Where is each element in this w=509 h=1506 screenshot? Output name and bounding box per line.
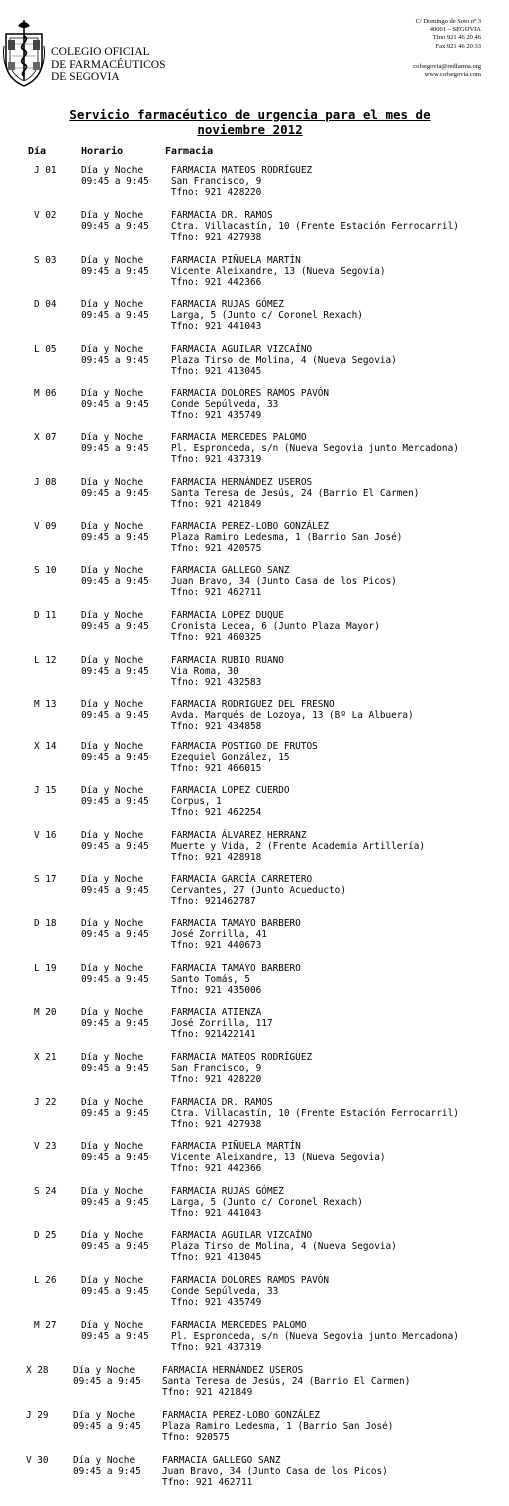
entry-hours-range: 09:45 a 9:45 (81, 310, 149, 321)
entry-hours-range: 09:45 a 9:45 (81, 1286, 149, 1297)
entry-pharmacy-address: Larga, 5 (Junto c/ Coronel Rexach) (171, 310, 363, 321)
address-line: 40001 – SEGOVIA (429, 26, 481, 34)
schedule-entry (0, 655, 509, 695)
entry-pharmacy-address: Pl. Espronceda, s/n (Nueva Segovia junto Mercadona) (171, 443, 459, 454)
schedule-entry (0, 1141, 509, 1181)
entry-pharmacy-name: FARMACIA RUJAS GÓMEZ (171, 1186, 284, 1197)
schedule-entry (0, 1052, 509, 1092)
entry-hours: Día y Noche (81, 655, 144, 666)
entry-pharmacy-address: Plaza Tirso de Molina, 4 (Nueva Segovia) (171, 1241, 397, 1252)
entry-pharmacy-address: Conde Sepúlveda, 33 (171, 399, 279, 410)
entry-hours: Día y Noche (73, 1410, 136, 1421)
entry-pharmacy-address: Pl. Espronceda, s/n (Nueva Segovia junto Mercadona) (171, 1331, 459, 1342)
entry-pharmacy-address: Plaza Ramiro Ledesma, 1 (Barrio San José) (171, 532, 403, 543)
entry-pharmacy-address: Vicente Aleixandre, 13 (Nueva Segovia) (171, 1152, 386, 1163)
entry-day: J 29 (26, 1410, 49, 1421)
entry-hours-range: 09:45 a 9:45 (81, 266, 149, 277)
entry-pharmacy-address: Plaza Ramiro Ledesma, 1 (Barrio San José) (162, 1421, 394, 1432)
entry-pharmacy-name: FARMACIA GALLEGO SANZ (162, 1455, 281, 1466)
entry-pharmacy-phone: Tfno: 921 413045 (171, 366, 262, 377)
entry-hours-range: 09:45 a 9:45 (81, 1152, 149, 1163)
entry-day: L 19 (34, 963, 57, 974)
entry-pharmacy-phone: Tfno: 921 437319 (171, 1342, 262, 1353)
entry-hours: Día y Noche (81, 255, 144, 266)
entry-hours: Día y Noche (81, 388, 144, 399)
schedule-entry (0, 610, 509, 650)
entry-pharmacy-phone: Tfno: 921 427938 (171, 232, 262, 243)
entry-pharmacy-phone: Tfno: 921 460325 (171, 632, 262, 643)
entry-pharmacy-address: San Francisco, 9 (171, 1063, 262, 1074)
entry-pharmacy-name: FARMACIA AGUILAR VIZCAÍNO (171, 1230, 313, 1241)
schedule-entry (0, 255, 509, 295)
entry-hours-range: 09:45 a 9:45 (81, 796, 149, 807)
entry-pharmacy-phone: Tfno: 921 435006 (171, 985, 262, 996)
entry-hours-range: 09:45 a 9:45 (81, 443, 149, 454)
entry-hours: Día y Noche (81, 874, 144, 885)
entry-pharmacy-phone: Tfno: 921 428918 (171, 852, 262, 863)
entry-hours-range: 09:45 a 9:45 (73, 1376, 141, 1387)
schedule-entry (0, 344, 509, 384)
entry-day: D 11 (34, 610, 57, 621)
schedule-entry (0, 521, 509, 561)
entry-pharmacy-name: FARMACIA LOPEZ DUQUE (171, 610, 284, 621)
entry-pharmacy-phone: Tfno: 921462787 (171, 896, 256, 907)
entry-pharmacy-phone: Tfno: 921 441043 (171, 1208, 262, 1219)
address-line: Tfno 921 46 20 46 (432, 34, 481, 42)
entry-hours-range: 09:45 a 9:45 (73, 1466, 141, 1477)
entry-day: S 03 (34, 255, 57, 266)
address-line: C/ Domingo de Soto nº 3 (415, 18, 481, 25)
entry-pharmacy-name: FARMACIA MATEOS RODRÍGUEZ (171, 165, 313, 176)
entry-pharmacy-address: Santa Teresa de Jesús, 24 (Barrio El Carmen) (162, 1376, 411, 1387)
entry-pharmacy-address: José Zorrilla, 41 (171, 929, 267, 940)
entry-pharmacy-phone: Tfno: 921 421849 (171, 499, 262, 510)
schedule-entry (0, 1230, 509, 1270)
entry-hours: Día y Noche (81, 565, 144, 576)
entry-pharmacy-name: FARMACIA GALLEGO SANZ (171, 565, 290, 576)
entry-pharmacy-address: Santa Teresa de Jesús, 24 (Barrio El Carmen) (171, 488, 420, 499)
entry-day: D 18 (34, 918, 57, 929)
entry-hours: Día y Noche (81, 1141, 144, 1152)
entry-day: V 23 (34, 1141, 57, 1152)
entry-hours-range: 09:45 a 9:45 (81, 1331, 149, 1342)
entry-hours: Día y Noche (81, 1230, 144, 1241)
entry-pharmacy-address: Cervantes, 27 (Junto Acueducto) (171, 885, 346, 896)
college-name (51, 46, 165, 84)
schedule-entry (0, 918, 509, 958)
entry-day: V 02 (34, 210, 57, 221)
entry-pharmacy-phone: Tfno: 921 437319 (171, 454, 262, 465)
entry-day: D 04 (34, 299, 57, 310)
entry-day: X 14 (34, 741, 57, 752)
entry-pharmacy-name: FARMACIA PIÑUELA MARTÍN (171, 1141, 301, 1152)
entry-day: V 30 (26, 1455, 49, 1466)
email-address: cofsegovia@redfarma.org (413, 62, 481, 70)
schedule-entry (0, 1410, 509, 1450)
entry-hours: Día y Noche (81, 610, 144, 621)
entry-hours: Día y Noche (81, 699, 144, 710)
entry-pharmacy-name: FARMACIA ATIENZA (171, 1007, 262, 1018)
schedule-entry (0, 785, 509, 825)
entry-hours: Día y Noche (81, 1052, 144, 1063)
schedule-entry (0, 699, 509, 739)
schedule-entry (0, 874, 509, 914)
entry-day: V 09 (34, 521, 57, 532)
entry-pharmacy-name: FARMACIA PEREZ-LOBO GONZÁLEZ (171, 521, 330, 532)
entry-pharmacy-phone: Tfno: 921 435749 (171, 1297, 262, 1308)
entry-hours-range: 09:45 a 9:45 (81, 1197, 149, 1208)
entry-hours: Día y Noche (81, 830, 144, 841)
entry-pharmacy-name: FARMACIA LOPEZ CUERDO (171, 785, 290, 796)
schedule-entry (0, 210, 509, 250)
entry-day: M 13 (34, 699, 57, 710)
entry-day: X 28 (26, 1365, 49, 1376)
entry-hours: Día y Noche (73, 1365, 136, 1376)
entry-pharmacy-address: Ctra. Villacastín, 10 (Frente Estación Ferrocarril) (171, 221, 459, 232)
entry-hours: Día y Noche (81, 165, 144, 176)
entry-hours: Día y Noche (81, 785, 144, 796)
entry-pharmacy-address: San Francisco, 9 (171, 176, 262, 187)
entry-day: J 15 (34, 785, 57, 796)
entry-pharmacy-name: FARMACIA AGUILAR VIZCAÍNO (171, 344, 313, 355)
entry-day: M 27 (34, 1320, 57, 1331)
entry-pharmacy-phone: Tfno: 921 435749 (171, 410, 262, 421)
entry-day: J 22 (34, 1097, 57, 1108)
entry-pharmacy-phone: Tfno: 921 462711 (162, 1477, 253, 1488)
entry-day: S 17 (34, 874, 57, 885)
college-name-line: COLEGIO OFICIAL (51, 46, 150, 58)
entry-pharmacy-phone: Tfno: 921 432583 (171, 677, 262, 688)
entry-hours: Día y Noche (81, 1320, 144, 1331)
entry-hours: Día y Noche (81, 1275, 144, 1286)
entry-pharmacy-address: Plaza Tirso de Molina, 4 (Nueva Segovia) (171, 355, 397, 366)
entry-hours-range: 09:45 a 9:45 (81, 355, 149, 366)
entry-pharmacy-name: FARMACIA MERCEDES PALOMO (171, 1320, 307, 1331)
schedule-entry (0, 1007, 509, 1047)
entry-pharmacy-phone: Tfno: 921 440673 (171, 940, 262, 951)
entry-pharmacy-address: Juan Bravo, 34 (Junto Casa de los Picos) (171, 576, 397, 587)
entry-pharmacy-name: FARMACIA PIÑUELA MARTÍN (171, 255, 301, 266)
college-crest-logo (2, 16, 46, 88)
entry-hours-range: 09:45 a 9:45 (81, 221, 149, 232)
entry-day: L 26 (34, 1275, 57, 1286)
entry-hours: Día y Noche (81, 1097, 144, 1108)
college-name-line: DE FARMACÉUTICOS (51, 58, 166, 71)
entry-hours-range: 09:45 a 9:45 (81, 929, 149, 940)
entry-pharmacy-phone: Tfno: 921 442366 (171, 1163, 262, 1174)
entry-pharmacy-address: Larga, 5 (Junto c/ Coronel Rexach) (171, 1197, 363, 1208)
entry-hours: Día y Noche (81, 344, 144, 355)
entry-pharmacy-name: FARMACIA DR. RAMOS (171, 1097, 273, 1108)
schedule-entry (0, 432, 509, 472)
entry-hours: Día y Noche (81, 210, 144, 221)
entry-hours-range: 09:45 a 9:45 (81, 885, 149, 896)
entry-pharmacy-phone: Tfno: 921 466015 (171, 763, 262, 774)
entry-hours: Día y Noche (81, 1007, 144, 1018)
schedule-entry (0, 565, 509, 605)
column-header-pharmacy: Farmacia (165, 146, 214, 157)
schedule-entry (0, 830, 509, 870)
schedule-entry (0, 1275, 509, 1315)
entry-pharmacy-address: Ezequiel González, 15 (171, 752, 290, 763)
entry-day: S 10 (34, 565, 57, 576)
entry-pharmacy-name: FARMACIA MERCEDES PALOMO (171, 432, 307, 443)
entry-pharmacy-phone: Tfno: 921 420575 (171, 543, 262, 554)
entry-pharmacy-phone: Tfno: 921 442366 (171, 277, 262, 288)
entry-hours-range: 09:45 a 9:45 (81, 1018, 149, 1029)
entry-pharmacy-name: FARMACIA ÁLVAREZ HERRANZ (171, 830, 307, 841)
entry-pharmacy-phone: Tfno: 921 428220 (171, 1074, 262, 1085)
entry-hours: Día y Noche (81, 918, 144, 929)
entry-day: M 20 (34, 1007, 57, 1018)
entry-hours-range: 09:45 a 9:45 (81, 752, 149, 763)
entry-pharmacy-name: FARMACIA DR. RAMOS (171, 210, 273, 221)
entry-hours-range: 09:45 a 9:45 (81, 666, 149, 677)
entry-pharmacy-phone: Tfno: 921 427938 (171, 1119, 262, 1130)
entry-hours-range: 09:45 a 9:45 (73, 1421, 141, 1432)
schedule-entry (0, 963, 509, 1003)
entry-pharmacy-address: Avda. Marqués de Lozoya, 13 (Bº La Albuera) (171, 710, 414, 721)
entry-day: J 08 (34, 477, 57, 488)
entry-day: M 06 (34, 388, 57, 399)
entry-pharmacy-phone: Tfno: 921 428220 (171, 187, 262, 198)
website-address: www.cofsegovia.com (424, 71, 481, 79)
entry-pharmacy-name: FARMACIA GARCÍA CARRETERO (171, 874, 313, 885)
entry-pharmacy-name: FARMACIA POSTIGO DE FRUTOS (171, 741, 318, 752)
schedule-entry (0, 1186, 509, 1226)
column-header-hours: Horario (81, 146, 124, 157)
college-name-line: DE SEGOVIA (51, 71, 120, 83)
schedule-entry (0, 165, 509, 205)
schedule-entry (0, 1455, 509, 1495)
entry-pharmacy-phone: Tfno: 921 413045 (171, 1252, 262, 1263)
entry-hours-range: 09:45 a 9:45 (81, 1108, 149, 1119)
entry-day: X 07 (34, 432, 57, 443)
entry-hours-range: 09:45 a 9:45 (81, 576, 149, 587)
entry-hours-range: 09:45 a 9:45 (81, 399, 149, 410)
entry-pharmacy-name: FARMACIA RUBIO RUANO (171, 655, 284, 666)
entry-hours: Día y Noche (73, 1455, 136, 1466)
entry-day: D 25 (34, 1230, 57, 1241)
entry-hours-range: 09:45 a 9:45 (81, 176, 149, 187)
entry-hours: Día y Noche (81, 1186, 144, 1197)
entry-day: V 16 (34, 830, 57, 841)
entry-pharmacy-phone: Tfno: 921 441043 (171, 321, 262, 332)
entry-hours-range: 09:45 a 9:45 (81, 841, 149, 852)
entry-hours-range: 09:45 a 9:45 (81, 532, 149, 543)
entry-pharmacy-name: FARMACIA DOLORES RAMOS PAVÓN (171, 388, 330, 399)
entry-pharmacy-address: Via Roma, 30 (171, 666, 239, 677)
entry-pharmacy-name: FARMACIA DOLORES RAMOS PAVÓN (171, 1275, 330, 1286)
entry-pharmacy-address: Ctra. Villacastín, 10 (Frente Estación Ferrocarril) (171, 1108, 459, 1119)
entry-hours: Día y Noche (81, 741, 144, 752)
entry-pharmacy-phone: Tfno: 920575 (162, 1432, 230, 1443)
entry-pharmacy-name: FARMACIA TAMAYO BARBERO (171, 918, 301, 929)
title-line: noviembre 2012 (197, 122, 303, 137)
entry-hours: Día y Noche (81, 299, 144, 310)
entry-pharmacy-phone: Tfno: 921 434858 (171, 721, 262, 732)
entry-pharmacy-name: FARMACIA MATEOS RODRÍGUEZ (171, 1052, 313, 1063)
schedule-entry (0, 299, 509, 339)
entry-hours: Día y Noche (81, 521, 144, 532)
entry-day: X 21 (34, 1052, 57, 1063)
entry-pharmacy-name: FARMACIA HERNÁNDEZ USEROS (162, 1365, 304, 1376)
entry-pharmacy-address: Cronista Lecea, 6 (Junto Plaza Mayor) (171, 621, 380, 632)
entry-pharmacy-phone: Tfno: 921 421849 (162, 1387, 253, 1398)
entry-day: L 05 (34, 344, 57, 355)
entry-day: L 12 (34, 655, 57, 666)
schedule-entry (0, 477, 509, 517)
schedule-entry (0, 741, 509, 781)
entry-hours-range: 09:45 a 9:45 (81, 974, 149, 985)
entry-pharmacy-address: Muerte y Vida, 2 (Frente Academia Artillería) (171, 841, 425, 852)
entry-pharmacy-phone: Tfno: 921422141 (171, 1029, 256, 1040)
entry-pharmacy-address: Santo Tomás, 5 (171, 974, 251, 985)
entry-pharmacy-address: Corpus, 1 (171, 796, 222, 807)
entry-pharmacy-name: FARMACIA RODRIGUEZ DEL FRESNO (171, 699, 335, 710)
entry-day: S 24 (34, 1186, 57, 1197)
entry-pharmacy-address: Juan Bravo, 34 (Junto Casa de los Picos) (162, 1466, 388, 1477)
schedule-entry (0, 1097, 509, 1137)
entry-pharmacy-phone: Tfno: 921 462711 (171, 587, 262, 598)
entry-hours-range: 09:45 a 9:45 (81, 1241, 149, 1252)
page-title (20, 107, 480, 137)
entry-hours-range: 09:45 a 9:45 (81, 621, 149, 632)
entry-pharmacy-phone: Tfno: 921 462254 (171, 807, 262, 818)
entry-hours-range: 09:45 a 9:45 (81, 1063, 149, 1074)
entry-pharmacy-name: FARMACIA RUJAS GÓMEZ (171, 299, 284, 310)
entry-pharmacy-address: José Zorrilla, 117 (171, 1018, 273, 1029)
entry-hours: Día y Noche (81, 477, 144, 488)
entry-hours-range: 09:45 a 9:45 (81, 710, 149, 721)
entry-pharmacy-name: FARMACIA PEREZ-LOBO GONZÁLEZ (162, 1410, 321, 1421)
entry-pharmacy-name: FARMACIA HERNÁNDEZ USEROS (171, 477, 313, 488)
entry-day: J 01 (34, 165, 57, 176)
schedule-entry (0, 388, 509, 428)
entry-hours: Día y Noche (81, 432, 144, 443)
entry-hours: Día y Noche (81, 963, 144, 974)
title-line: Servicio farmacéutico de urgencia para el mes de (69, 107, 431, 122)
column-header-day: Día (28, 146, 47, 157)
entry-pharmacy-address: Vicente Aleixandre, 13 (Nueva Segovia) (171, 266, 386, 277)
schedule-entry (0, 1365, 509, 1405)
entry-pharmacy-address: Conde Sepúlveda, 33 (171, 1286, 279, 1297)
address-line: Fax 921 46 20 33 (435, 42, 481, 50)
entry-hours-range: 09:45 a 9:45 (81, 488, 149, 499)
schedule-entry (0, 1320, 509, 1360)
college-address (413, 18, 481, 79)
entry-pharmacy-name: FARMACIA TAMAYO BARBERO (171, 963, 301, 974)
